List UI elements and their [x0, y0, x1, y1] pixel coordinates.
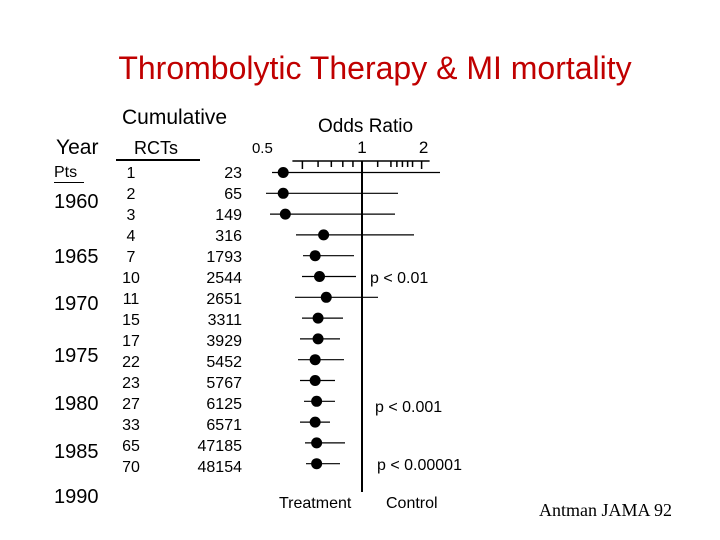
rct-count: 23 — [122, 375, 140, 392]
odds-ratio-point — [310, 375, 321, 386]
rct-count: 27 — [122, 396, 140, 413]
rct-count: 4 — [126, 228, 136, 245]
odds-ratio-point — [313, 313, 324, 324]
rct-count: 17 — [122, 333, 140, 350]
p-value-label: p < 0.00001 — [377, 457, 462, 474]
odds-ratio-point — [310, 417, 321, 428]
odds-ratio-point — [278, 188, 289, 199]
favours-control-label: Control — [386, 495, 438, 512]
rct-count: 15 — [122, 312, 140, 329]
patient-count: 65 — [224, 186, 242, 203]
rct-count: 65 — [122, 438, 140, 455]
odds-ratio-point — [321, 292, 332, 303]
year-label: 1985 — [54, 441, 99, 463]
patient-count: 6125 — [206, 396, 242, 413]
odds-ratio-point — [311, 458, 322, 469]
year-label: 1990 — [54, 486, 99, 508]
odds-ratio-point — [313, 333, 324, 344]
odds-ratio-point — [311, 437, 322, 448]
year-label: 1970 — [54, 293, 99, 315]
rct-count: 7 — [126, 249, 136, 266]
patient-count: 5767 — [206, 375, 242, 392]
slide-title: Thrombolytic Therapy & MI mortality — [118, 50, 632, 86]
patient-count: 3311 — [207, 312, 242, 329]
rct-count: 3 — [126, 207, 136, 224]
patient-count: 47185 — [197, 438, 242, 455]
odds-ratio-point — [280, 209, 291, 220]
axis-tick-label: 0.5 — [251, 140, 273, 157]
odds-ratio-point — [310, 250, 321, 261]
odds-ratio-point — [318, 229, 329, 240]
year-header: Year — [56, 136, 99, 159]
patient-count: 48154 — [197, 459, 242, 476]
patient-count: 6571 — [206, 417, 242, 434]
odds-ratio-point — [278, 167, 289, 178]
rct-count: 10 — [122, 270, 140, 287]
p-value-label: p < 0.01 — [370, 270, 429, 287]
odds-ratio-point — [310, 354, 321, 365]
patient-count: 2544 — [206, 270, 242, 287]
cumulative-label: Cumulative — [122, 106, 228, 129]
patient-count: 2651 — [206, 291, 242, 308]
odds-ratio-point — [311, 396, 322, 407]
odds-ratio-label: Odds Ratio — [318, 116, 414, 137]
rcts-header: RCTs — [134, 138, 178, 158]
favours-treatment-label: Treatment — [279, 495, 352, 512]
patient-count: 3929 — [206, 333, 242, 350]
year-label: 1960 — [54, 191, 99, 213]
axis-tick-label: 1 — [357, 138, 367, 157]
odds-ratio-point — [314, 271, 325, 282]
rct-count: 1 — [126, 165, 136, 182]
patient-count: 149 — [215, 207, 242, 224]
year-label: 1965 — [54, 246, 99, 268]
patient-count: 1793 — [206, 249, 242, 266]
year-label: 1975 — [54, 345, 99, 367]
rct-count: 11 — [122, 291, 140, 308]
year-label: 1980 — [54, 393, 99, 415]
axis-tick-label: 2 — [418, 138, 429, 157]
patient-count: 23 — [224, 165, 242, 182]
rct-count: 70 — [122, 459, 140, 476]
p-value-label: p < 0.001 — [375, 399, 443, 416]
pts-header: Pts — [54, 164, 78, 181]
rct-count: 22 — [122, 354, 140, 371]
rct-count: 2 — [126, 186, 136, 203]
patient-count: 5452 — [206, 354, 242, 371]
rct-count: 33 — [122, 417, 140, 434]
patient-count: 316 — [215, 228, 242, 245]
citation: Antman JAMA 92 — [539, 500, 673, 520]
